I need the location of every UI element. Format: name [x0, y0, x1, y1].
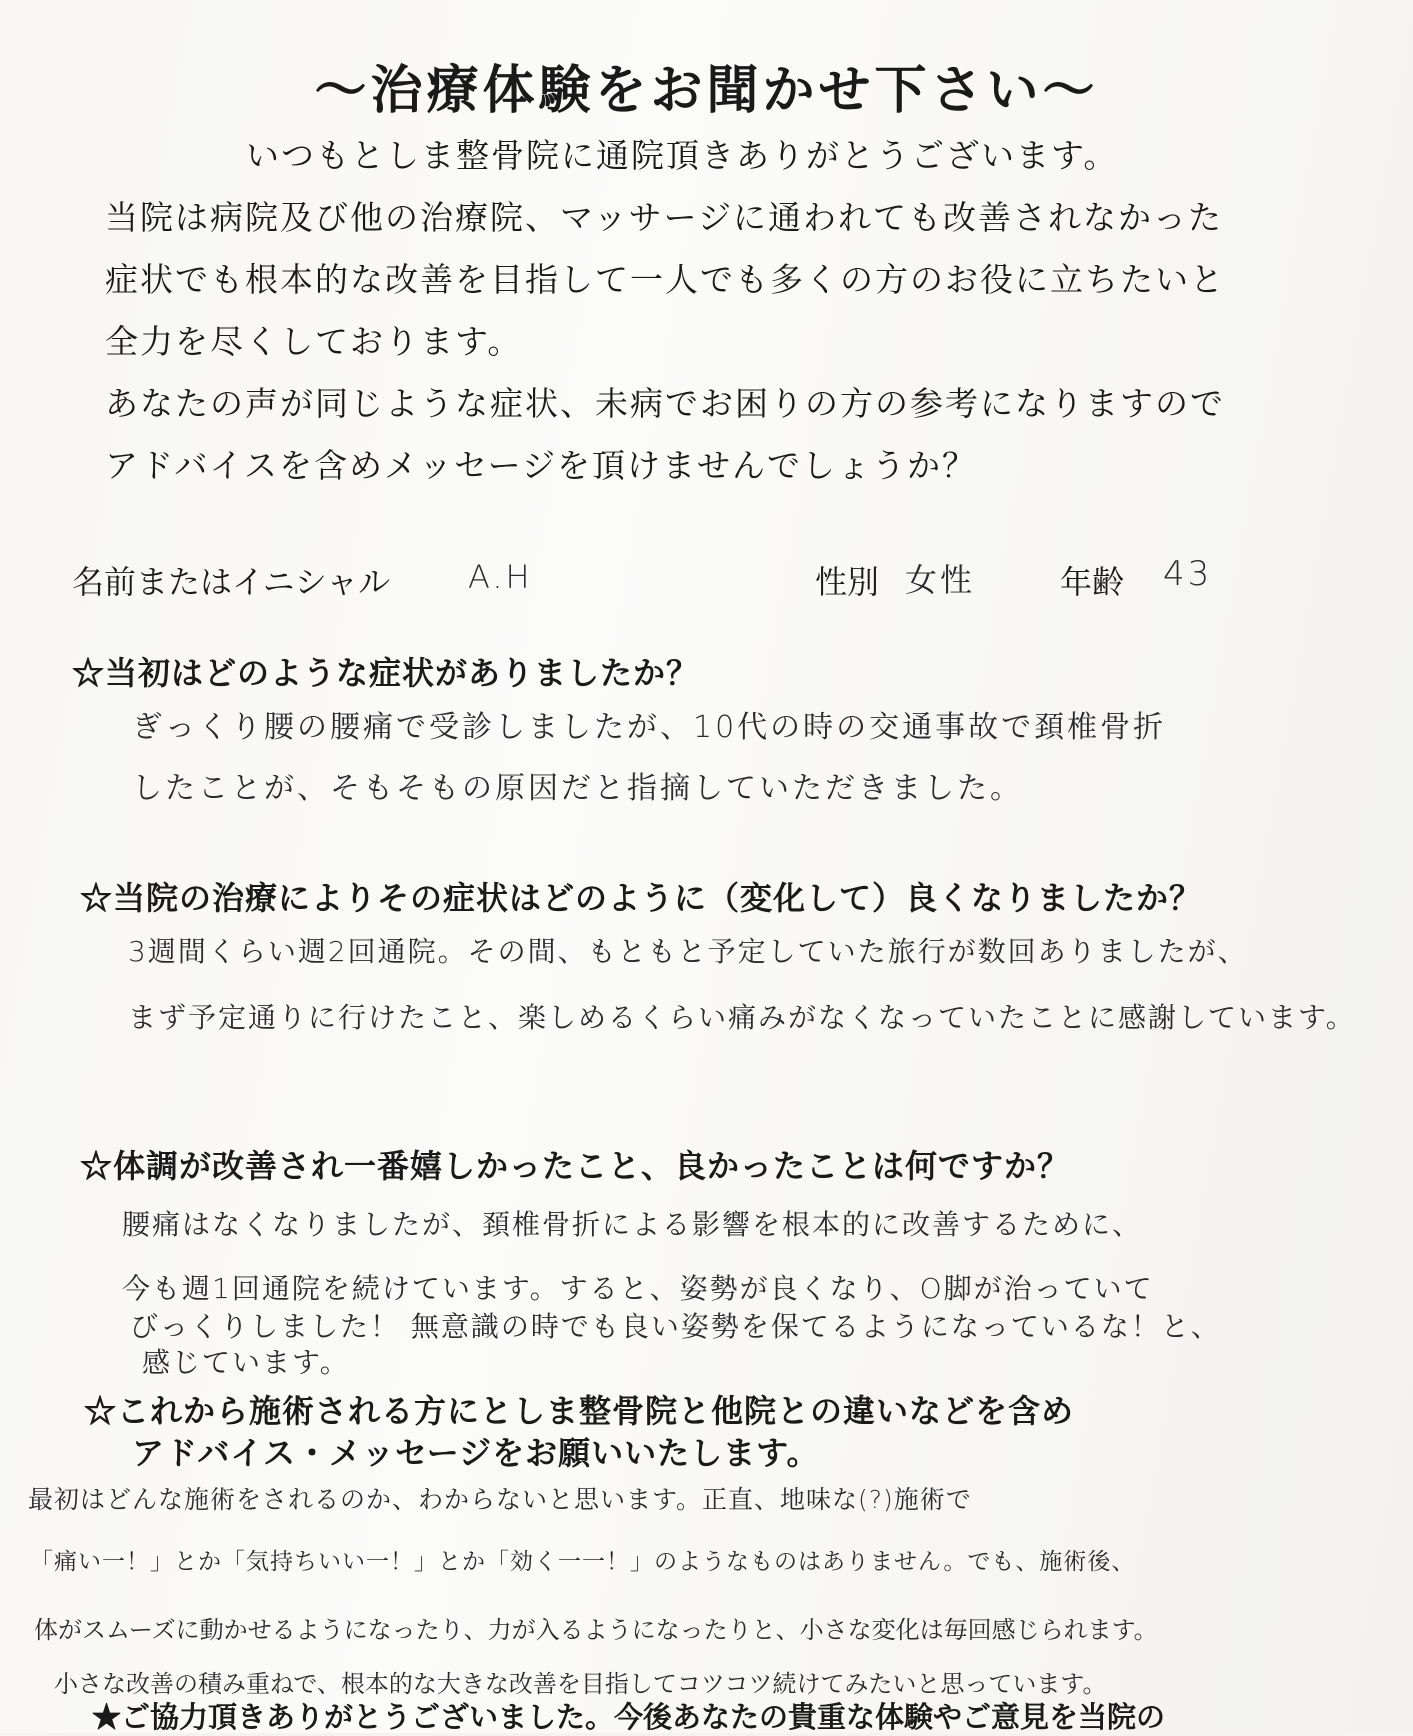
answer-line: 今も週1回通院を続けています。すると、姿勢が良くなり、O脚が治っていて	[122, 1272, 1154, 1305]
question-label-continued: アドバイス・メッセージをお願いいたします。	[132, 1434, 820, 1472]
intro-line: 当院は病院及び他の治療院、マッサージに通われても改善されなかった	[105, 198, 1224, 237]
answer-line: 「痛い一！」とか「気持ちいい一！」とか「効く一一！」のようなものはありません。でも、施術後、	[30, 1549, 1136, 1575]
page-title: ～治療体験をお聞かせ下さい～	[314, 60, 1099, 121]
intro-line: あなたの声が同じような症状、未病でお困りの方の参考になりますので	[105, 384, 1225, 423]
gender-label: 性別	[815, 563, 880, 601]
age-value: 43	[1163, 554, 1213, 594]
intro-line: いつもとしま整骨院に通院頂きありがとうございます。	[246, 136, 1119, 175]
intro-line: 全力を尽くしております。	[105, 322, 523, 361]
question-label: ☆これから施術される方にとしま整骨院と他院との違いなどを含め	[84, 1392, 1075, 1430]
answer-line: 感じています。	[142, 1346, 350, 1379]
answer-line: 腰痛はなくなりましたが、頚椎骨折による影響を根本的に改善するために、	[122, 1208, 1143, 1241]
answer-line: 最初はどんな施術をされるのか、わからないと思います。正直、地味な(?)施術で	[28, 1485, 972, 1514]
answer-line: ぎっくり腰の腰痛で受診しましたが、10代の時の交通事故で頚椎骨折	[132, 710, 1167, 745]
question-label: ☆体調が改善され一番嬉しかったこと、良かったことは何ですか？	[80, 1147, 1071, 1185]
intro-line: アドバイスを含めメッセージを頂けませんでしょうか？	[105, 446, 978, 485]
answer-line: 体がスムーズに動かせるようになったり、力が入るようになったりと、小さな変化は毎回感じられます。	[34, 1616, 1158, 1644]
intro-line: 症状でも根本的な改善を目指して一人でも多くの方のお役に立ちたいと	[105, 260, 1225, 299]
question-label: ☆当初はどのような症状がありましたか？	[72, 654, 700, 692]
answer-line: したことが、そもそもの原因だと指摘していただきました。	[132, 771, 1023, 806]
age-label: 年齢	[1060, 563, 1125, 601]
name-label: 名前またはイニシャル	[72, 563, 391, 601]
gender-value: 女性	[905, 561, 976, 599]
answer-line: 小さな改善の積み重ねで、根本的な大きな改善を目指してコツコツ続けてみたいと思っています。	[54, 1670, 1107, 1698]
answer-line: まず予定通りに行けたこと、楽しめるくらい痛みがなくなっていたことに感謝しています。	[128, 1001, 1356, 1034]
question-label: ☆当院の治療によりその症状はどのように（変化して）良くなりましたか？	[80, 879, 1203, 917]
answer-line: 3週間くらい週2回通院。その間、もともと予定していた旅行が数回ありましたが、	[128, 935, 1248, 968]
name-value: A.H	[468, 558, 533, 596]
answer-line: びっくりしました！ 無意識の時でも良い姿勢を保てるようになっているな！と、	[130, 1310, 1221, 1343]
footer-note: ★ご協力頂きありがとうございました。今後あなたの貴重な体験やご意見を当院の	[92, 1700, 1166, 1734]
